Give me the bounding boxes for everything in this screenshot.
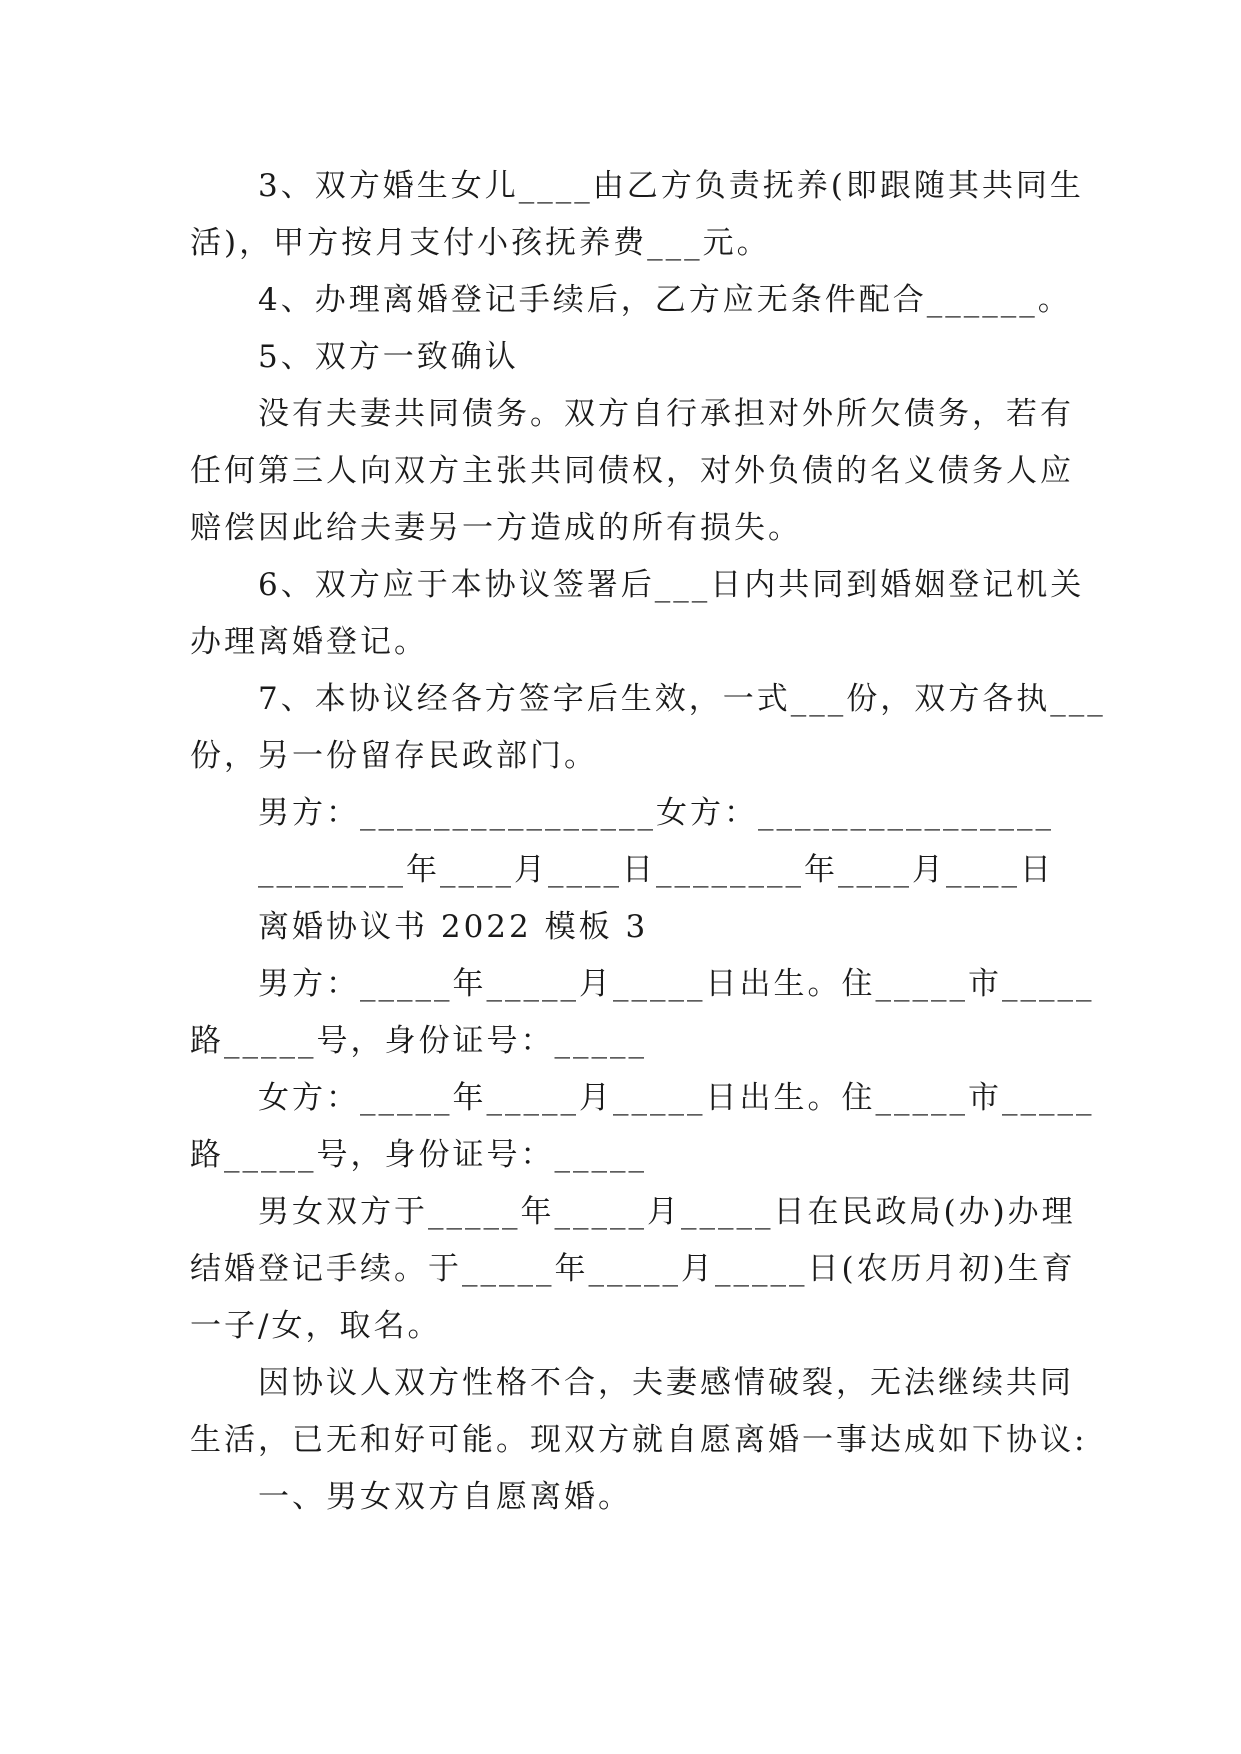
signature-line: 男方：________________女方：________________ [258,795,1054,831]
reason-paragraph-line-1: 因协议人双方性格不合，夫妻感情破裂，无法继续共同 [258,1365,1074,1401]
clause-6-line-2: 办理离婚登记。 [190,624,428,660]
clause-5-heading: 5、双方一致确认 [258,339,519,375]
male-party-line-1: 男方：_____年_____月_____日出生。住_____市_____ [258,966,1095,1002]
marriage-paragraph-line-3: 一子/女，取名。 [190,1308,442,1344]
clause-3-line-1: 3、双方婚生女儿____由乙方负责抚养(即跟随其共同生 [258,168,1084,204]
female-party-line-2: 路_____号，身份证号：_____ [190,1137,647,1173]
reason-paragraph-line-2: 生活，已无和好可能。现双方就自愿离婚一事达成如下协议: [190,1422,1088,1458]
template-3-title: 离婚协议书 2022 模板 3 [258,909,649,945]
marriage-paragraph-line-1: 男女双方于_____年_____月_____日在民政局(办)办理 [258,1194,1076,1230]
clause-6-line-1: 6、双方应于本协议签署后___日内共同到婚姻登记机关 [258,567,1085,603]
female-party-line-1: 女方：_____年_____月_____日出生。住_____市_____ [258,1080,1095,1116]
debt-paragraph-line-3: 赔偿因此给夫妻另一方造成的所有损失。 [190,510,802,546]
debt-paragraph-line-2: 任何第三人向双方主张共同债权，对外负债的名义债务人应 [190,453,1074,489]
clause-7-line-2: 份，另一份留存民政部门。 [190,738,598,774]
marriage-paragraph-line-2: 结婚登记手续。于_____年_____月_____日(农历月初)生育 [190,1251,1076,1287]
clause-3-line-2: 活)，甲方按月支付小孩抚养费___元。 [190,225,771,261]
male-party-line-2: 路_____号，身份证号：_____ [190,1023,647,1059]
article-1: 一、男女双方自愿离婚。 [258,1479,632,1515]
debt-paragraph-line-1: 没有夫妻共同债务。双方自行承担对外所欠债务，若有 [258,396,1074,432]
clause-7-line-1: 7、本协议经各方签字后生效，一式___份，双方各执___ [258,681,1106,717]
clause-4: 4、办理离婚登记手续后，乙方应无条件配合______。 [258,282,1072,318]
signature-date-line: ________年____月____日________年____月____日 [258,852,1054,888]
